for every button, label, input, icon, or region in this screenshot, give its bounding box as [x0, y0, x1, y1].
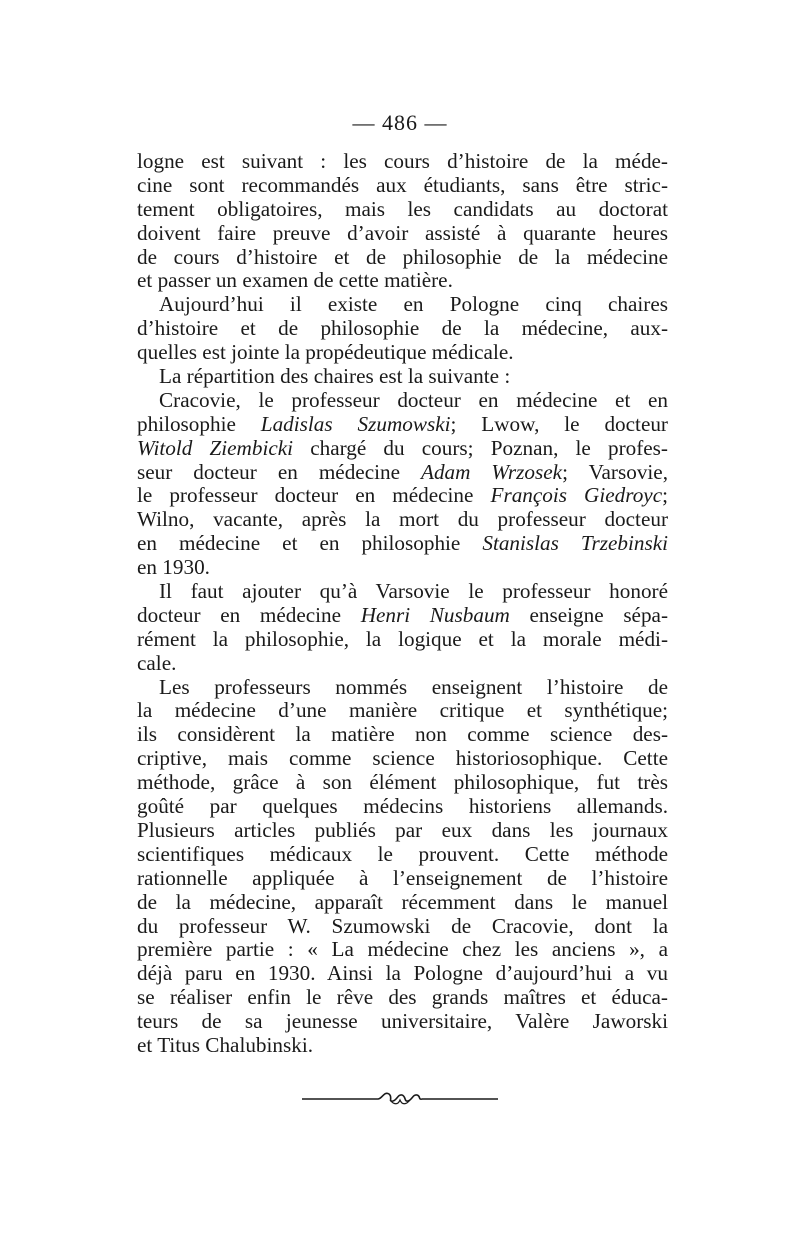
- text-line: Aujourd’hui il existe en Pologne cinq chaires: [159, 292, 668, 317]
- text-line: cale.: [137, 650, 177, 675]
- tailpiece-ornament-icon: [300, 1086, 500, 1110]
- text-line: en médecine et en philosophie Stanislas Trzebinski: [137, 531, 668, 556]
- text-line: goûté par quelques médecins historiens allemands.: [137, 794, 668, 819]
- person-name: Stanislas Trzebinski: [482, 531, 668, 556]
- text-line: se réaliser enfin le rêve des grands maîtres et éduca-: [137, 985, 668, 1010]
- person-name: Henri Nusbaum: [360, 602, 510, 627]
- text-line: d’histoire et de philosophie de la médecine, aux-: [137, 316, 668, 341]
- text-line: rationnelle appliquée à l’enseignement de l’histoire: [137, 865, 668, 890]
- text-line: déjà paru en 1930. Ainsi la Pologne d’aujourd’hui a vu: [137, 961, 668, 986]
- text-line: le professeur docteur en médecine François Giedroyc;: [137, 483, 668, 508]
- text-line: Wilno, vacante, après la mort du professeur docteur: [137, 507, 668, 532]
- text-line: ils considèrent la matière non comme science des-: [137, 722, 668, 747]
- text-line: quelles est jointe la propédeutique médicale.: [137, 340, 514, 365]
- person-name: Adam Wrzosek: [421, 459, 563, 484]
- text-line: du professeur W. Szumowski de Cracovie, dont la: [137, 913, 668, 938]
- text-line: rément la philosophie, la logique et la morale médi-: [137, 626, 668, 651]
- text-line: scientifiques médicaux le prouvent. Cette méthode: [137, 841, 668, 866]
- text-line: cine sont recommandés aux étudiants, sans être stric-: [137, 172, 668, 197]
- text-line: La répartition des chaires est la suivante :: [159, 364, 511, 389]
- text-line: philosophie Ladislas Szumowski; Lwow, le docteur: [137, 411, 668, 436]
- text-line: seur docteur en médecine Adam Wrzosek; Varsovie,: [137, 459, 668, 484]
- body-text: [137, 150, 668, 1058]
- person-name: François Giedroyc: [490, 483, 663, 508]
- text-line: en 1930.: [137, 555, 210, 580]
- text-line: Plusieurs articles publiés par eux dans les journaux: [137, 817, 668, 842]
- text-line: et passer un examen de cette matière.: [137, 268, 453, 293]
- page-number: — 486 —: [352, 110, 448, 135]
- text-line: première partie : « La médecine chez les anciens », a: [137, 937, 668, 962]
- text-line: la médecine d’une manière critique et synthétique;: [137, 698, 668, 723]
- text-line: et Titus Chalubinski.: [137, 1032, 314, 1057]
- text-line: méthode, grâce à son élément philosophique, fut très: [137, 770, 668, 795]
- text-line: docteur en médecine Henri Nusbaum enseigne sépa-: [137, 602, 669, 627]
- text-line: logne est suivant : les cours d’histoire de la méde-: [137, 149, 668, 173]
- text-line: tement obligatoires, mais les candidats au doctorat: [137, 196, 668, 221]
- text-line: Witold Ziembicki chargé du cours; Poznan, le profes-: [137, 435, 668, 460]
- text-line: Les professeurs nommés enseignent l’histoire de: [159, 674, 668, 699]
- person-name: Ladislas Szumowski: [260, 411, 451, 436]
- text-line: de cours d’histoire et de philosophie de la médecine: [137, 244, 668, 269]
- text-line: de la médecine, apparaît récemment dans le manuel: [137, 889, 668, 914]
- text-line: doivent faire preuve d’avoir assisté à quarante heures: [137, 220, 668, 245]
- text-line: Il faut ajouter qu’à Varsovie le professeur honoré: [159, 579, 668, 604]
- text-line: teurs de sa jeunesse universitaire, Valère Jaworski: [137, 1009, 668, 1034]
- text-line: Cracovie, le professeur docteur en médecine et en: [159, 387, 668, 412]
- text-line: criptive, mais comme science historiosophique. Cette: [137, 746, 668, 771]
- person-name: Witold Ziembicki: [137, 435, 294, 460]
